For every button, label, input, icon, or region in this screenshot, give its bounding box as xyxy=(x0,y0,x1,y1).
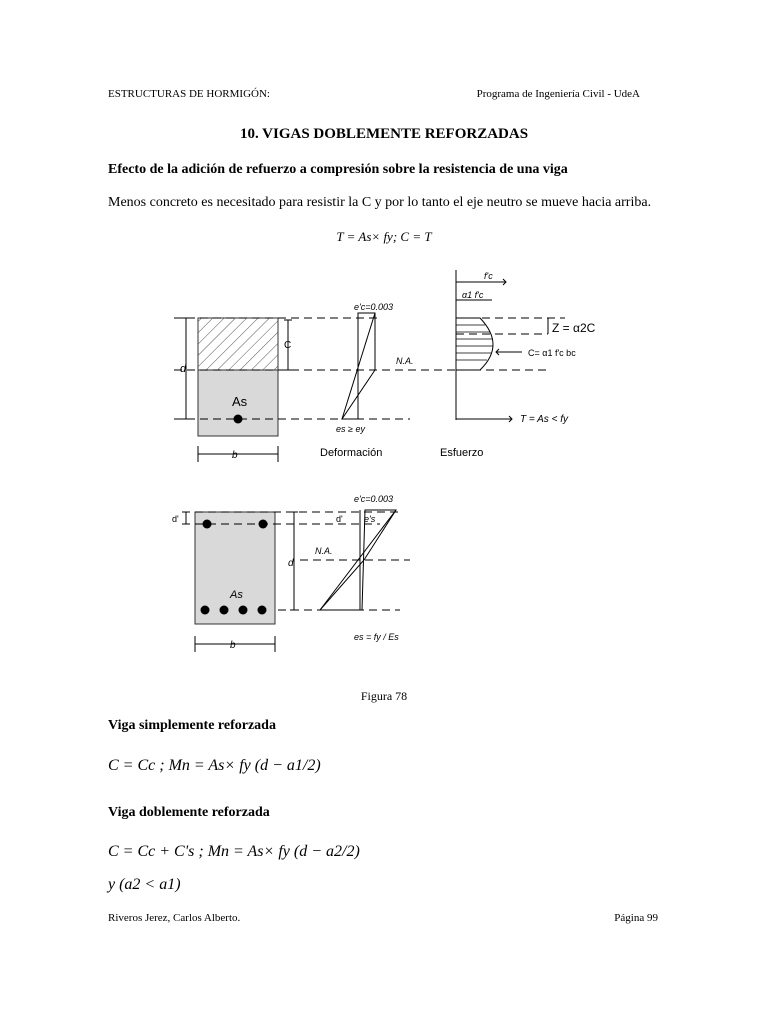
footer-right: Página 99 xyxy=(614,912,658,924)
figure-doubly-reinforced xyxy=(170,490,430,662)
formula-simple: C = Cc ; Mn = As× fy (d − a1/2) xyxy=(108,757,321,774)
d-label: d xyxy=(180,363,187,375)
rebar-dot xyxy=(201,606,210,615)
rebar-dot xyxy=(258,606,267,615)
heading-double: Viga doblemente reforzada xyxy=(108,805,270,820)
ec-label: e'c=0.003 xyxy=(354,302,394,312)
b-label: b xyxy=(232,450,238,461)
ec-label: e'c=0.003 xyxy=(354,494,394,504)
compression-zone xyxy=(198,318,278,370)
header-left: ESTRUCTURAS DE HORMIGÓN: xyxy=(108,88,270,100)
deformacion-label: Deformación xyxy=(320,447,383,459)
fc-label: f'c xyxy=(484,271,493,281)
dprime-right-label: d' xyxy=(336,514,343,524)
es-label: es ≥ ey xyxy=(336,424,365,434)
figure-caption: Figura 78 xyxy=(360,689,408,703)
es-label: es = fy / Es xyxy=(354,632,399,642)
tforce-label: T = As < fy xyxy=(520,414,568,425)
na-label: N.A. xyxy=(396,356,414,366)
formula-double: C = Cc + C's ; Mn = As× fy (d − a2/2) xyxy=(108,843,360,860)
a1fc-label: α1 f'c xyxy=(462,290,484,300)
c-label: C xyxy=(284,340,292,351)
as-label: As xyxy=(230,589,243,601)
section-subtitle: Efecto de la adición de refuerzo a compresión sobre la resistencia de una viga xyxy=(108,162,568,177)
d-label: d xyxy=(288,558,294,569)
condition: y (a2 < a1) xyxy=(108,876,181,893)
figure-singly-reinforced xyxy=(170,270,600,475)
na-label: N.A. xyxy=(315,546,333,556)
es-prime-label: e's xyxy=(364,514,376,524)
header-right: Programa de Ingeniería Civil - UdeA xyxy=(476,88,640,100)
main-equation: T = As× fy; C = T xyxy=(336,229,432,244)
page-title: 10. VIGAS DOBLEMENTE REFORZADAS xyxy=(239,126,529,142)
heading-simple: Viga simplemente reforzada xyxy=(108,718,276,733)
cforce-label: C= α1 f'c bc xyxy=(528,348,576,358)
rebar-dot xyxy=(220,606,229,615)
footer-left: Riveros Jerez, Carlos Alberto. xyxy=(108,912,241,924)
intro-text: Menos concreto es necesitado para resistir la C y por lo tanto el eje neutro se mueve hacia arriba. xyxy=(108,195,652,210)
b-label: b xyxy=(230,640,236,651)
rebar-dot xyxy=(239,606,248,615)
z-label: Z = α2C xyxy=(552,321,596,335)
as-label: As xyxy=(232,394,248,409)
dprime-left-label: d' xyxy=(172,514,179,524)
esfuerzo-label: Esfuerzo xyxy=(440,447,484,459)
